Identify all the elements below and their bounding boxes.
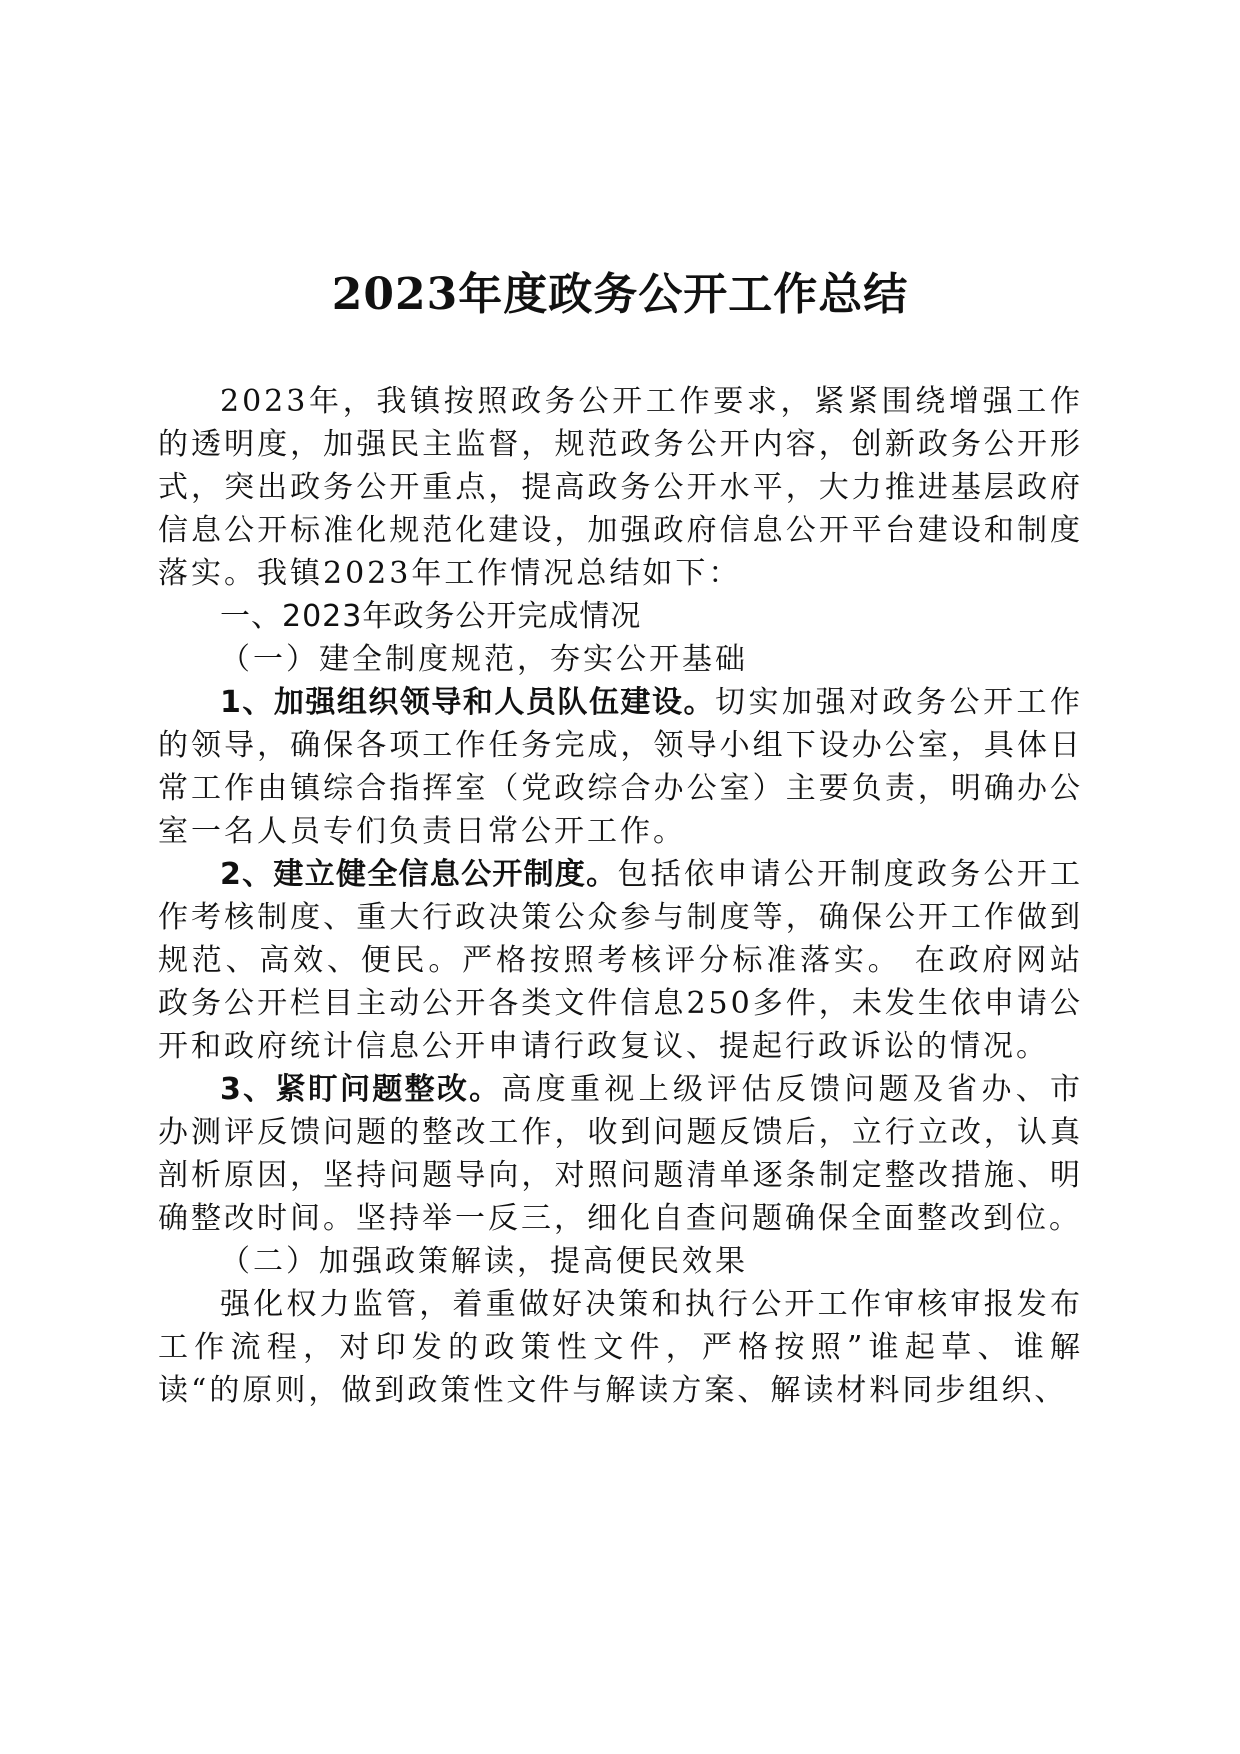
item-lead-1: 1、加强组织领导和人员队伍建设。 — [220, 685, 715, 720]
subsection-heading-1: （一）建全制度规范，夯实公开基础 — [220, 642, 748, 677]
item-lead-3: 3、紧盯问题整改。 — [220, 1072, 502, 1107]
item-text-2: 包括依申请公开制度政务公开工作考核制度、重大行政决策公众参与制度等，确保公开工作做到规范、高效、便民。严格按照考核评分标准落实。 在政府网站政务公开栏目主动公开各类文件信息250多件，未发生依申请公开和政府统计信息公开申请行政复议、提起行政诉讼的情况。 — [158, 857, 1083, 1064]
document-body — [158, 380, 1083, 1412]
item-lead-2: 2、建立健全信息公开制度。 — [220, 857, 618, 892]
item-paragraph-2 — [158, 853, 1083, 1068]
subsection-heading-2: （二）加强政策解读，提高便民效果 — [220, 1244, 748, 1279]
item-text-1: 切实加强对政务公开工作的领导，确保各项工作任务完成，领导小组下设办公室，具体日常工作由镇综合指挥室（党政综合办公室）主要负责，明确办公室一名人员专们负责日常公开工作。 — [158, 685, 1084, 849]
section-heading-1: 一、2023年政务公开完成情况 — [220, 599, 642, 634]
document-title: 2023年度政务公开工作总结 — [331, 269, 909, 320]
subsection-paragraph-2: 强化权力监管，着重做好决策和执行公开工作审核审报发布工作流程，对印发的政策性文件，严格按照”谁起草、谁解读“的原则，做到政策性文件与解读方案、解读材料同步组织、 — [158, 1287, 1083, 1408]
item-text-3: 高度重视上级评估反馈问题及省办、市办测评反馈问题的整改工作，收到问题反馈后，立行立改，认真剖析原因，坚持问题导向，对照问题清单逐条制定整改措施、明确整改时间。坚持举一反三，细化自查问题确保全面整改到位。 — [158, 1072, 1084, 1236]
intro-paragraph: 2023年，我镇按照政务公开工作要求，紧紧围绕增强工作的透明度，加强民主监督，规范政务公开内容，创新政务公开形式，突出政务公开重点，提高政务公开水平，大力推进基层政府信息公开标准化规范化建设，加强政府信息公开平台建设和制度落实。我镇2023年工作情况总结如下： — [158, 384, 1083, 591]
item-paragraph-1 — [158, 681, 1083, 853]
item-paragraph-3 — [158, 1068, 1083, 1240]
